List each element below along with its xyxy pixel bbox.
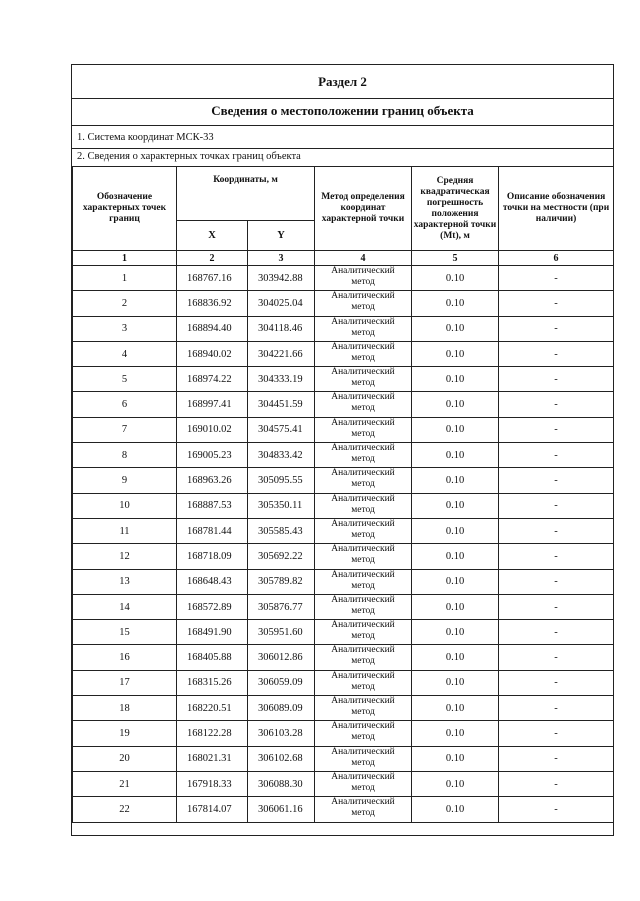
- point-description: -: [499, 594, 614, 619]
- coordinate-x: 168894.40: [177, 316, 248, 341]
- method-line: метод: [351, 555, 375, 566]
- coordinate-y: 306061.16: [248, 797, 315, 822]
- table-row: [73, 696, 614, 721]
- method-cell: [315, 341, 412, 366]
- table-row: [73, 392, 614, 417]
- point-number: 1: [73, 266, 177, 291]
- column-number: 1: [73, 251, 177, 266]
- coordinate-y: 306088.30: [248, 771, 315, 796]
- point-number: 19: [73, 721, 177, 746]
- method-cell: [315, 620, 412, 645]
- method-cell: [315, 316, 412, 341]
- mean-error: 0.10: [412, 392, 499, 417]
- method-cell: [315, 797, 412, 822]
- coordinate-x: 168997.41: [177, 392, 248, 417]
- coordinate-y: 305095.55: [248, 468, 315, 493]
- mean-error: 0.10: [412, 518, 499, 543]
- coordinate-y: 305951.60: [248, 620, 315, 645]
- points-heading: 2. Сведения о характерных точках границ объекта: [77, 151, 301, 162]
- point-description: -: [499, 291, 614, 316]
- method-line: метод: [351, 757, 375, 768]
- mean-error: 0.10: [412, 569, 499, 594]
- method-line: метод: [351, 631, 375, 642]
- table-row: [73, 645, 614, 670]
- mean-error: 0.10: [412, 746, 499, 771]
- section-title: Раздел 2: [318, 74, 367, 89]
- point-description: -: [499, 417, 614, 442]
- method-line: Аналитический: [331, 341, 395, 352]
- point-number: 20: [73, 746, 177, 771]
- header-description: Описание обозначения точки на местности (при наличии): [499, 167, 614, 251]
- point-description: -: [499, 645, 614, 670]
- coordinate-x: 169005.23: [177, 443, 248, 468]
- method-line: метод: [351, 327, 375, 338]
- method-line: Аналитический: [331, 771, 395, 782]
- point-description: -: [499, 443, 614, 468]
- method-line: метод: [351, 352, 375, 363]
- coordinate-y: 304333.19: [248, 367, 315, 392]
- method-line: Аналитический: [331, 392, 395, 403]
- mean-error: 0.10: [412, 266, 499, 291]
- mean-error: 0.10: [412, 670, 499, 695]
- coordinate-x: 168648.43: [177, 569, 248, 594]
- header-x: X: [177, 221, 248, 251]
- method-line: метод: [351, 378, 375, 389]
- coordinate-y: 303942.88: [248, 266, 315, 291]
- method-line: Аналитический: [331, 443, 395, 454]
- coordinate-y: 304025.04: [248, 291, 315, 316]
- table-row: [73, 316, 614, 341]
- coordinate-y: 305692.22: [248, 544, 315, 569]
- method-line: Аналитический: [331, 696, 395, 707]
- table-row: [73, 493, 614, 518]
- method-cell: [315, 468, 412, 493]
- method-line: метод: [351, 681, 375, 692]
- coordinate-y: 305350.11: [248, 493, 315, 518]
- coordinate-x: 167814.07: [177, 797, 248, 822]
- method-cell: [315, 291, 412, 316]
- point-description: -: [499, 316, 614, 341]
- coordinate-x: 168767.16: [177, 266, 248, 291]
- table-row: [73, 341, 614, 366]
- method-line: Аналитический: [331, 544, 395, 555]
- coordinate-x: 168963.26: [177, 468, 248, 493]
- point-number: 3: [73, 316, 177, 341]
- column-number: 4: [315, 251, 412, 266]
- point-description: -: [499, 797, 614, 822]
- method-line: метод: [351, 428, 375, 439]
- table-row: [73, 468, 614, 493]
- method-line: метод: [351, 529, 375, 540]
- divider: [72, 125, 613, 126]
- coordinate-x: 168122.28: [177, 721, 248, 746]
- coordinate-y: 304833.42: [248, 443, 315, 468]
- method-cell: [315, 771, 412, 796]
- coordinate-x: 168836.92: [177, 291, 248, 316]
- point-number: 8: [73, 443, 177, 468]
- coordinate-y: 305789.82: [248, 569, 315, 594]
- point-description: -: [499, 518, 614, 543]
- method-line: метод: [351, 479, 375, 490]
- method-line: метод: [351, 302, 375, 313]
- point-number: 4: [73, 341, 177, 366]
- point-description: -: [499, 620, 614, 645]
- point-number: 14: [73, 594, 177, 619]
- point-number: 16: [73, 645, 177, 670]
- method-cell: [315, 645, 412, 670]
- method-line: Аналитический: [331, 670, 395, 681]
- coordinate-x: 168220.51: [177, 696, 248, 721]
- table-row: [73, 544, 614, 569]
- column-number: 5: [412, 251, 499, 266]
- coordinate-y: 305585.43: [248, 518, 315, 543]
- section-subtitle: Сведения о местоположении границ объекта: [211, 103, 474, 118]
- coordinate-x: 168940.02: [177, 341, 248, 366]
- coordinate-y: 304575.41: [248, 417, 315, 442]
- table-row: [73, 721, 614, 746]
- point-number: 22: [73, 797, 177, 822]
- method-cell: [315, 594, 412, 619]
- point-description: -: [499, 670, 614, 695]
- method-cell: [315, 518, 412, 543]
- coordinate-x: 169010.02: [177, 417, 248, 442]
- coordinate-y: 306102.68: [248, 746, 315, 771]
- point-number: 12: [73, 544, 177, 569]
- point-description: -: [499, 341, 614, 366]
- method-cell: [315, 569, 412, 594]
- point-description: -: [499, 771, 614, 796]
- point-number: 6: [73, 392, 177, 417]
- point-description: -: [499, 493, 614, 518]
- table-row: [73, 417, 614, 442]
- coordinate-y: 304451.59: [248, 392, 315, 417]
- point-number: 7: [73, 417, 177, 442]
- method-cell: [315, 417, 412, 442]
- document-frame: [71, 64, 614, 836]
- method-line: Аналитический: [331, 645, 395, 656]
- mean-error: 0.10: [412, 620, 499, 645]
- method-cell: [315, 443, 412, 468]
- point-description: -: [499, 367, 614, 392]
- boundary-points-table: [72, 166, 614, 823]
- method-line: Аналитический: [331, 594, 395, 605]
- coordinate-x: 168405.88: [177, 645, 248, 670]
- method-line: метод: [351, 732, 375, 743]
- point-number: 2: [73, 291, 177, 316]
- point-number: 17: [73, 670, 177, 695]
- method-line: метод: [351, 782, 375, 793]
- mean-error: 0.10: [412, 645, 499, 670]
- method-line: Аналитический: [331, 291, 395, 302]
- method-line: метод: [351, 277, 375, 287]
- column-number: 3: [248, 251, 315, 266]
- mean-error: 0.10: [412, 797, 499, 822]
- header-coordinates: Координаты, м: [177, 167, 315, 221]
- method-line: метод: [351, 656, 375, 667]
- coordinate-y: 304118.46: [248, 316, 315, 341]
- table-row: [73, 746, 614, 771]
- mean-error: 0.10: [412, 367, 499, 392]
- method-cell: [315, 696, 412, 721]
- header-y: Y: [248, 221, 315, 251]
- point-description: -: [499, 392, 614, 417]
- mean-error: 0.10: [412, 316, 499, 341]
- mean-error: 0.10: [412, 493, 499, 518]
- coordinate-x: 168021.31: [177, 746, 248, 771]
- method-cell: [315, 493, 412, 518]
- method-cell: [315, 721, 412, 746]
- table-row: [73, 620, 614, 645]
- method-line: Аналитический: [331, 367, 395, 378]
- point-number: 21: [73, 771, 177, 796]
- method-cell: [315, 544, 412, 569]
- coordinate-y: 306089.09: [248, 696, 315, 721]
- coordinate-y: 306103.28: [248, 721, 315, 746]
- table-row: [73, 594, 614, 619]
- point-number: 11: [73, 518, 177, 543]
- point-number: 13: [73, 569, 177, 594]
- mean-error: 0.10: [412, 594, 499, 619]
- method-cell: [315, 392, 412, 417]
- coordinate-x: 168781.44: [177, 518, 248, 543]
- coordinate-x: 168887.53: [177, 493, 248, 518]
- divider: [72, 98, 613, 99]
- coordinate-x: 167918.33: [177, 771, 248, 796]
- method-line: метод: [351, 403, 375, 414]
- divider: [72, 148, 613, 149]
- header-method: Метод определения координат характерной точки: [315, 167, 412, 251]
- method-line: метод: [351, 454, 375, 465]
- coordinate-y: 304221.66: [248, 341, 315, 366]
- method-cell: [315, 670, 412, 695]
- method-cell: [315, 746, 412, 771]
- method-line: Аналитический: [331, 721, 395, 732]
- table-row: [73, 771, 614, 796]
- mean-error: 0.10: [412, 544, 499, 569]
- method-line: метод: [351, 605, 375, 616]
- coordinate-x: 168315.26: [177, 670, 248, 695]
- method-line: Аналитический: [331, 746, 395, 757]
- point-number: 5: [73, 367, 177, 392]
- point-description: -: [499, 569, 614, 594]
- method-line: Аналитический: [331, 518, 395, 529]
- table-row: [73, 797, 614, 822]
- method-cell: [315, 266, 412, 291]
- coordinate-x: 168572.89: [177, 594, 248, 619]
- method-line: Аналитический: [331, 316, 395, 327]
- method-line: Аналитический: [331, 417, 395, 428]
- column-number: 6: [499, 251, 614, 266]
- method-line: метод: [351, 504, 375, 515]
- mean-error: 0.10: [412, 468, 499, 493]
- mean-error: 0.10: [412, 696, 499, 721]
- point-description: -: [499, 544, 614, 569]
- point-number: 10: [73, 493, 177, 518]
- mean-error: 0.10: [412, 771, 499, 796]
- mean-error: 0.10: [412, 443, 499, 468]
- coordinate-x: 168718.09: [177, 544, 248, 569]
- point-description: -: [499, 721, 614, 746]
- point-description: -: [499, 746, 614, 771]
- mean-error: 0.10: [412, 417, 499, 442]
- mean-error: 0.10: [412, 291, 499, 316]
- table-row: [73, 518, 614, 543]
- point-number: 18: [73, 696, 177, 721]
- method-line: Аналитический: [331, 266, 395, 276]
- method-line: Аналитический: [331, 493, 395, 504]
- method-line: метод: [351, 707, 375, 718]
- point-description: -: [499, 696, 614, 721]
- point-number: 9: [73, 468, 177, 493]
- mean-error: 0.10: [412, 341, 499, 366]
- table-row: [73, 367, 614, 392]
- coordinate-x: 168491.90: [177, 620, 248, 645]
- method-line: Аналитический: [331, 620, 395, 631]
- coordinate-x: 168974.22: [177, 367, 248, 392]
- table-row: [73, 670, 614, 695]
- point-description: -: [499, 266, 614, 291]
- point-description: -: [499, 468, 614, 493]
- coordinate-y: 306059.09: [248, 670, 315, 695]
- column-number: 2: [177, 251, 248, 266]
- point-number: 15: [73, 620, 177, 645]
- method-line: Аналитический: [331, 797, 395, 808]
- method-line: метод: [351, 580, 375, 591]
- table-row: [73, 443, 614, 468]
- mean-error: 0.10: [412, 721, 499, 746]
- table-row: [73, 266, 614, 291]
- table-row: [73, 291, 614, 316]
- coordinate-system: 1. Система координат МСК-33: [77, 132, 214, 143]
- method-line: Аналитический: [331, 569, 395, 580]
- table-row: [73, 569, 614, 594]
- coordinate-y: 306012.86: [248, 645, 315, 670]
- header-designation: Обозначение характерных точек границ: [73, 167, 177, 251]
- method-line: метод: [351, 808, 375, 819]
- coordinate-y: 305876.77: [248, 594, 315, 619]
- method-line: Аналитический: [331, 468, 395, 479]
- method-cell: [315, 367, 412, 392]
- header-error: Средняя квадратическая погрешность положения характерной точки (Mt), м: [412, 167, 499, 251]
